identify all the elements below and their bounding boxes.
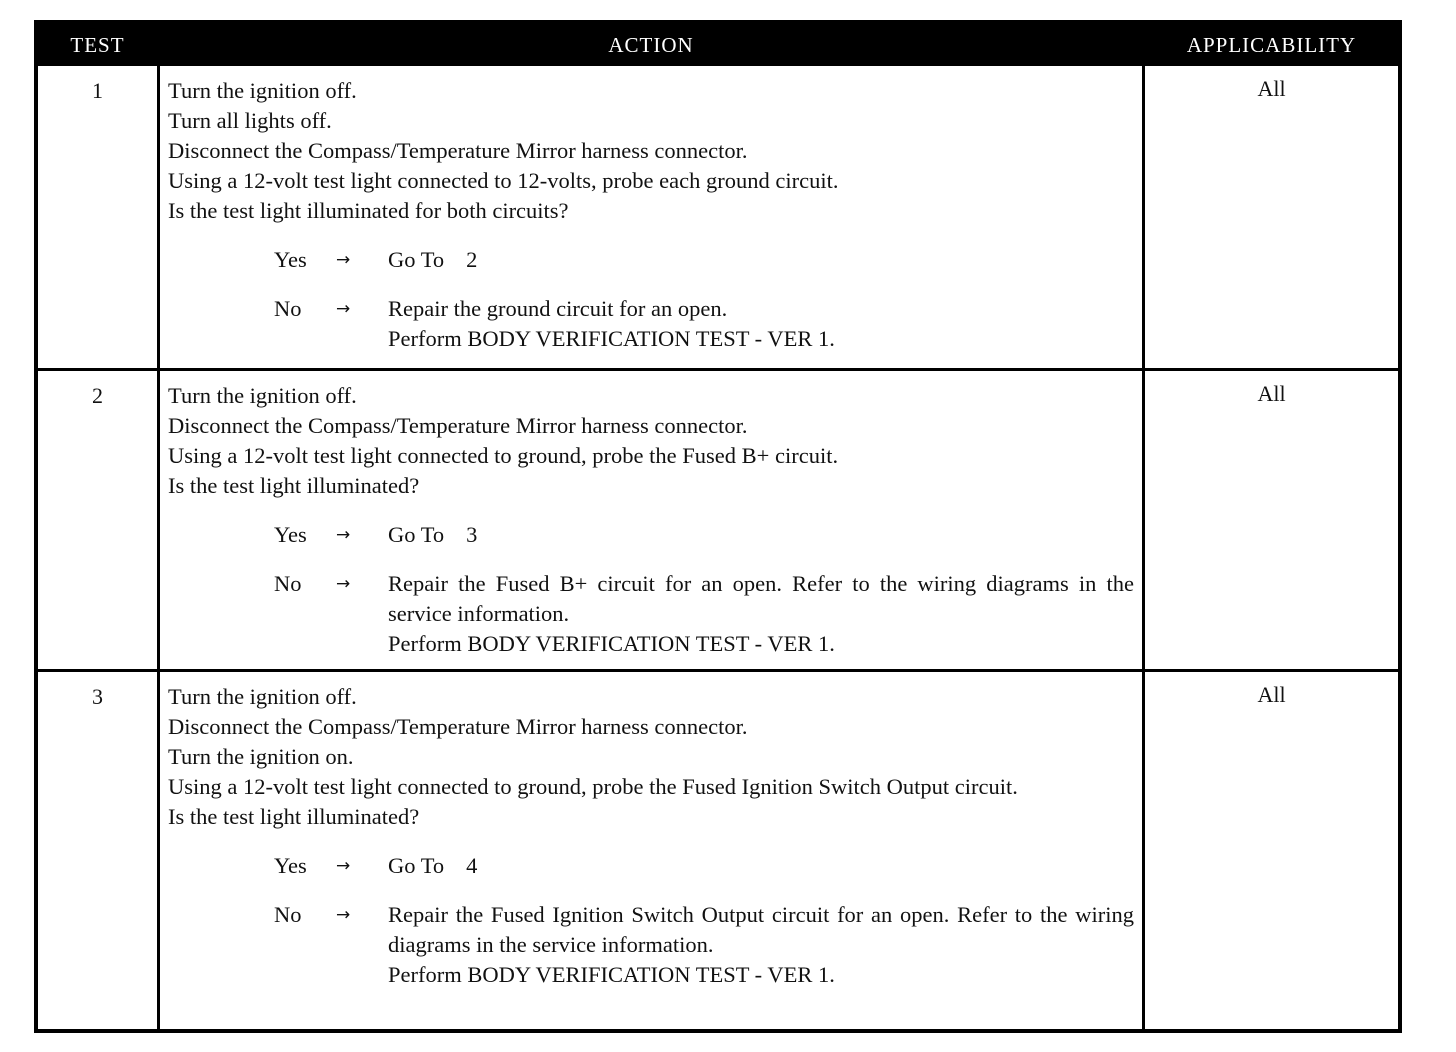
table-row bbox=[38, 66, 1398, 368]
goto-link bbox=[388, 245, 1134, 275]
no-action-text bbox=[388, 294, 1134, 354]
right-arrow-icon: → bbox=[336, 250, 351, 270]
perform-text: Perform BODY VERIFICATION TEST - VER 1. bbox=[388, 631, 835, 656]
step-text: Using a 12-volt test light connected to ground, probe the Fused B+ circuit. bbox=[168, 443, 839, 468]
test-number: 3 bbox=[92, 684, 103, 709]
applicability-value: All bbox=[1257, 76, 1286, 101]
yes-outcome bbox=[168, 245, 1134, 275]
yes-label: Yes bbox=[274, 522, 307, 547]
step-text: Disconnect the Compass/Temperature Mirror harness connector. bbox=[168, 138, 748, 163]
step-text: Disconnect the Compass/Temperature Mirror harness connector. bbox=[168, 413, 748, 438]
table-row bbox=[38, 669, 1398, 1029]
right-arrow-icon: → bbox=[336, 525, 351, 545]
action-cell bbox=[157, 66, 1145, 368]
step-text: Using a 12-volt test light connected to 12-volts, probe each ground circuit. bbox=[168, 168, 839, 193]
no-action-text bbox=[388, 900, 1134, 990]
no-label: No bbox=[274, 902, 302, 927]
applicability-value: All bbox=[1257, 381, 1286, 406]
goto-text: Go To bbox=[388, 247, 445, 272]
test-number: 1 bbox=[92, 78, 103, 103]
step-text: Turn all lights off. bbox=[168, 108, 332, 133]
goto-text: Go To bbox=[388, 853, 445, 878]
table-header bbox=[38, 24, 1398, 66]
action-cell bbox=[157, 371, 1145, 669]
yes-outcome bbox=[168, 851, 1134, 881]
perform-text: Perform BODY VERIFICATION TEST - VER 1. bbox=[388, 962, 835, 987]
header-action: ACTION bbox=[608, 32, 694, 57]
step-text: Turn the ignition on. bbox=[168, 744, 354, 769]
step-text: Turn the ignition off. bbox=[168, 383, 357, 408]
diagnostic-test-table bbox=[34, 20, 1402, 1033]
repair-text: Repair the Fused Ignition Switch Output circuit for an open. Refer to the wiring diagrams in the service information. bbox=[388, 902, 1134, 957]
step-text: Turn the ignition off. bbox=[168, 684, 357, 709]
right-arrow-icon: → bbox=[336, 299, 351, 319]
test-number: 2 bbox=[92, 383, 103, 408]
goto-target: 3 bbox=[466, 522, 478, 547]
repair-text: Repair the Fused B+ circuit for an open. Refer to the wiring diagrams in the service information. bbox=[388, 571, 1134, 626]
header-applicability: APPLICABILITY bbox=[1186, 32, 1357, 57]
no-action-text bbox=[388, 569, 1134, 659]
step-text: Is the test light illuminated? bbox=[168, 804, 420, 829]
applicability-value: All bbox=[1257, 682, 1286, 707]
yes-label: Yes bbox=[274, 247, 307, 272]
yes-outcome bbox=[168, 520, 1134, 550]
table-row bbox=[38, 368, 1398, 669]
no-outcome bbox=[168, 569, 1134, 659]
goto-link bbox=[388, 851, 1134, 881]
goto-target: 2 bbox=[466, 247, 478, 272]
step-text: Is the test light illuminated for both circuits? bbox=[168, 198, 569, 223]
step-text: Using a 12-volt test light connected to ground, probe the Fused Ignition Switch Output circuit. bbox=[168, 774, 1018, 799]
perform-text: Perform BODY VERIFICATION TEST - VER 1. bbox=[388, 326, 835, 351]
goto-target: 4 bbox=[466, 853, 478, 878]
step-text: Is the test light illuminated? bbox=[168, 473, 420, 498]
right-arrow-icon: → bbox=[336, 856, 351, 876]
goto-link bbox=[388, 520, 1134, 550]
right-arrow-icon: → bbox=[336, 574, 351, 594]
step-text: Disconnect the Compass/Temperature Mirror harness connector. bbox=[168, 714, 748, 739]
right-arrow-icon: → bbox=[336, 905, 351, 925]
yes-label: Yes bbox=[274, 853, 307, 878]
step-text: Turn the ignition off. bbox=[168, 78, 357, 103]
no-outcome bbox=[168, 294, 1134, 354]
repair-text: Repair the ground circuit for an open. bbox=[388, 296, 728, 321]
header-test: TEST bbox=[70, 32, 125, 57]
action-cell bbox=[157, 672, 1145, 1029]
no-outcome bbox=[168, 900, 1134, 990]
goto-text: Go To bbox=[388, 522, 445, 547]
no-label: No bbox=[274, 296, 302, 321]
no-label: No bbox=[274, 571, 302, 596]
